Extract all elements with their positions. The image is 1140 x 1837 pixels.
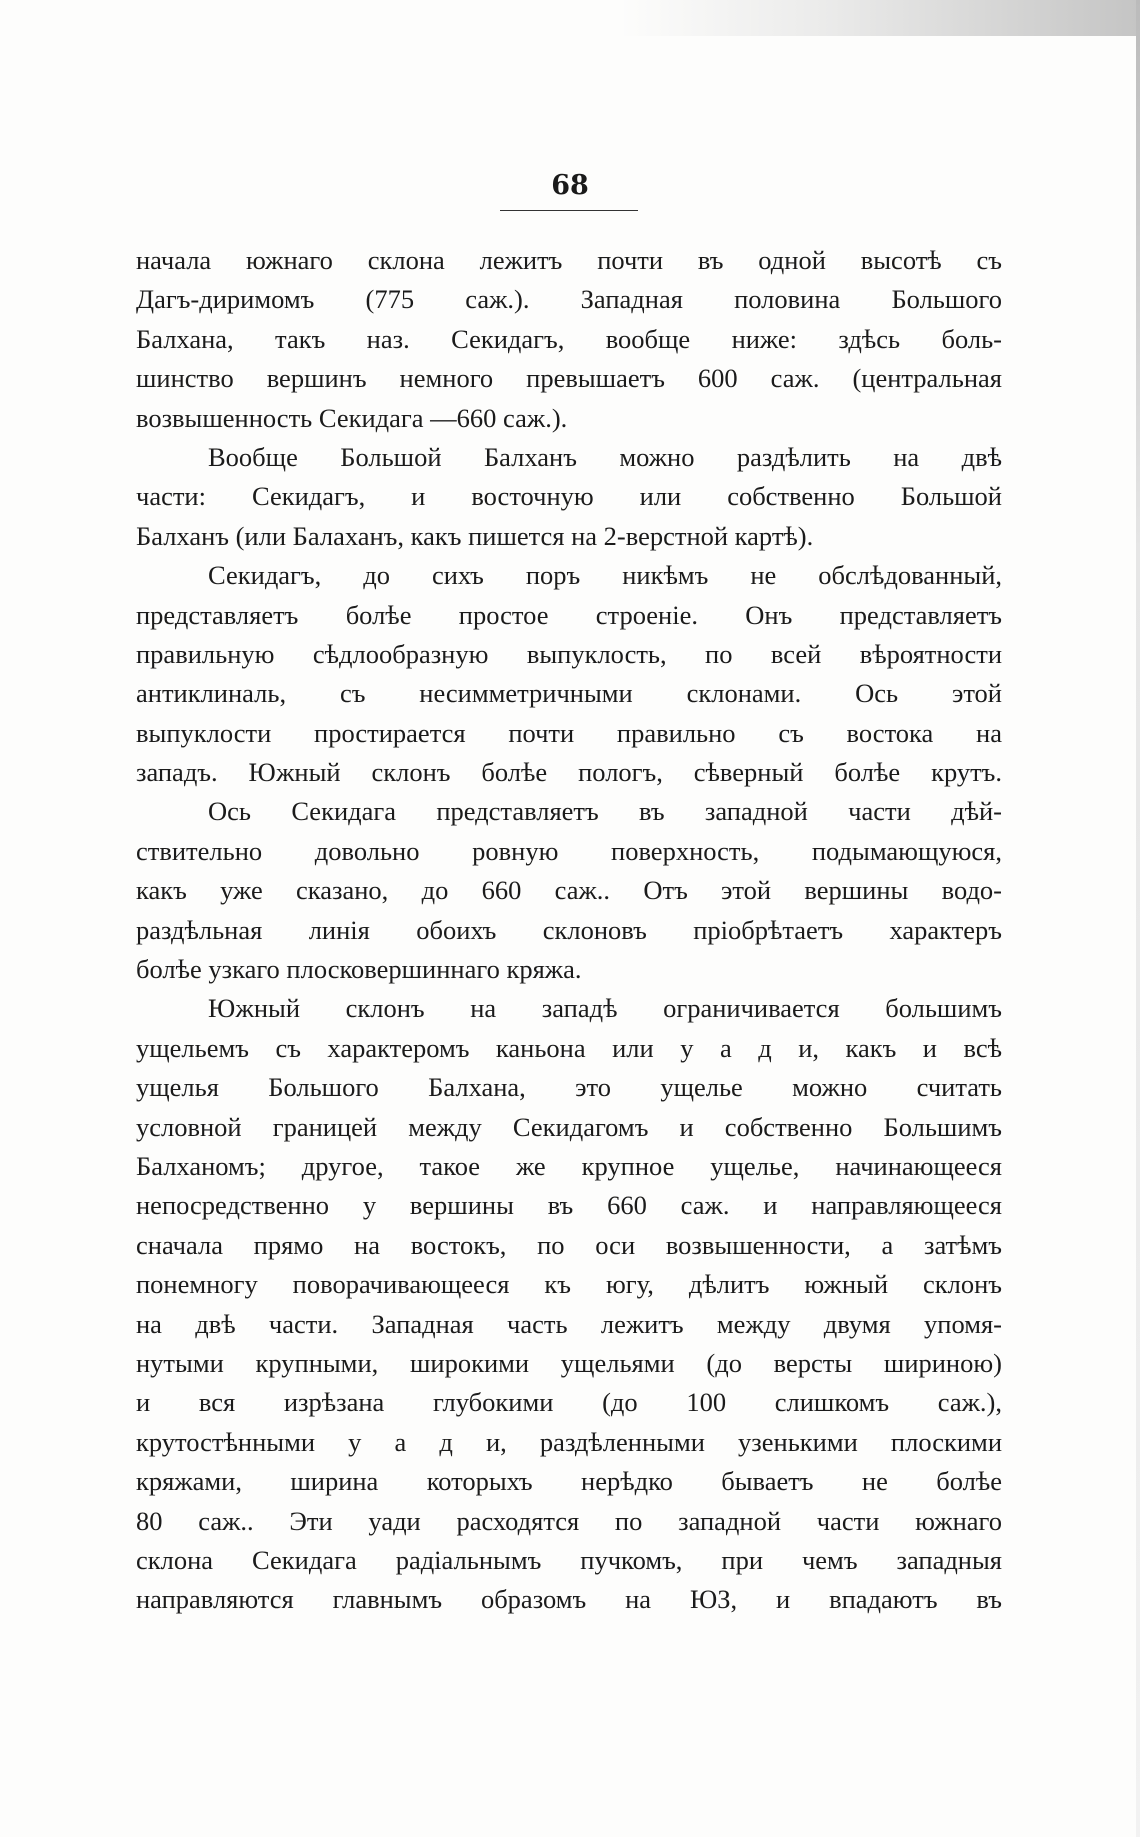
text-line: кряжами, ширина которыхъ нерѣдко бываетъ не болѣе bbox=[136, 1466, 1002, 1497]
text-line: Дагъ-диримомъ (775 саж.). Западная половина Большого bbox=[136, 284, 1002, 315]
text-line: болѣе узкаго плосковершиннаго кряжа. bbox=[136, 954, 582, 985]
text-line: нутыми крупными, широкими ущельями (до версты шириною) bbox=[136, 1347, 1002, 1378]
text-line: западъ. Южный склонъ болѣе пологъ, сѣверный болѣе крутъ. bbox=[136, 757, 1002, 788]
text-line: склона Секидага радіальнымъ пучкомъ, при чемъ западныя bbox=[136, 1544, 1002, 1575]
text-line: выпуклости простирается почти правильно съ востока на bbox=[136, 717, 1002, 748]
text-line: направляются главнымъ образомъ на ЮЗ, и впадаютъ въ bbox=[136, 1584, 1002, 1615]
text-line: возвышенность Секидага —660 саж.). bbox=[136, 402, 568, 433]
text-line: 80 саж.. Эти уади расходятся по западной части южнаго bbox=[136, 1505, 1002, 1536]
page-number: 68 bbox=[551, 170, 589, 201]
text-line: представляетъ болѣе простое строеніе. Онъ представляетъ bbox=[136, 599, 1002, 630]
text-line: Секидагъ, до сихъ поръ никѣмъ не обслѣдованный, bbox=[208, 560, 1002, 591]
text-line: части: Секидагъ, и восточную или собственно Большой bbox=[136, 481, 1002, 512]
text-line: ущелья Большого Балхана, это ущелье можно считать bbox=[136, 1072, 1002, 1103]
text-line: непосредственно у вершины въ 660 саж. и направляющееся bbox=[136, 1190, 1002, 1221]
scan-shadow bbox=[620, 0, 1140, 36]
body-text bbox=[136, 241, 1002, 1620]
text-line: Балханъ (или Балаханъ, какъ пишется на 2-верстной картѣ). bbox=[136, 520, 814, 551]
text-line: и вся изрѣзана глубокими (до 100 слишкомъ саж.), bbox=[136, 1387, 1002, 1418]
text-line: какъ уже сказано, до 660 саж.. Отъ этой вершины водо- bbox=[136, 875, 1002, 906]
text-line: условной границей между Секидагомъ и собственно Большимъ bbox=[136, 1111, 1002, 1142]
text-line: понемногу поворачивающееся къ югу, дѣлитъ южный склонъ bbox=[136, 1269, 1002, 1300]
text-line: ствительно довольно ровную поверхность, подымающуюся, bbox=[136, 835, 1002, 866]
text-line: на двѣ части. Западная часть лежитъ между двумя упомя- bbox=[136, 1308, 1002, 1339]
text-line: Балхана, такъ наз. Секидагъ, вообще ниже: здѣсь боль- bbox=[136, 323, 1002, 354]
text-line: Ось Секидага представляетъ въ западной части дѣй- bbox=[208, 796, 1002, 827]
page-number-rule bbox=[500, 210, 638, 211]
text-line: начала южнаго склона лежитъ почти въ одной высотѣ съ bbox=[136, 245, 1002, 275]
text-line: раздѣльная линія обоихъ склоновъ пріобрѣтаетъ характеръ bbox=[136, 914, 1002, 945]
text-line: шинство вершинъ немного превышаетъ 600 саж. (центральная bbox=[136, 363, 1002, 394]
page-edge bbox=[1136, 0, 1140, 1837]
text-line: крутостѣнными у а д и, раздѣленными узенькими плоскими bbox=[136, 1426, 1002, 1457]
text-line: ущельемъ съ характеромъ каньона или у а д и, какъ и всѣ bbox=[136, 1032, 1002, 1063]
text-line: Балханомъ; другое, такое же крупное ущелье, начинающееся bbox=[136, 1150, 1002, 1181]
text-line: сначала прямо на востокъ, по оси возвышенности, а затѣмъ bbox=[136, 1229, 1002, 1260]
text-line: Южный склонъ на западѣ ограничивается большимъ bbox=[208, 993, 1002, 1024]
text-line: антиклиналь, съ несимметричными склонами. Ось этой bbox=[136, 678, 1002, 709]
text-line: Вообще Большой Балханъ можно раздѣлить на двѣ bbox=[208, 441, 1002, 472]
text-line: правильную сѣдлообразную выпуклость, по всей вѣроятности bbox=[136, 638, 1002, 669]
